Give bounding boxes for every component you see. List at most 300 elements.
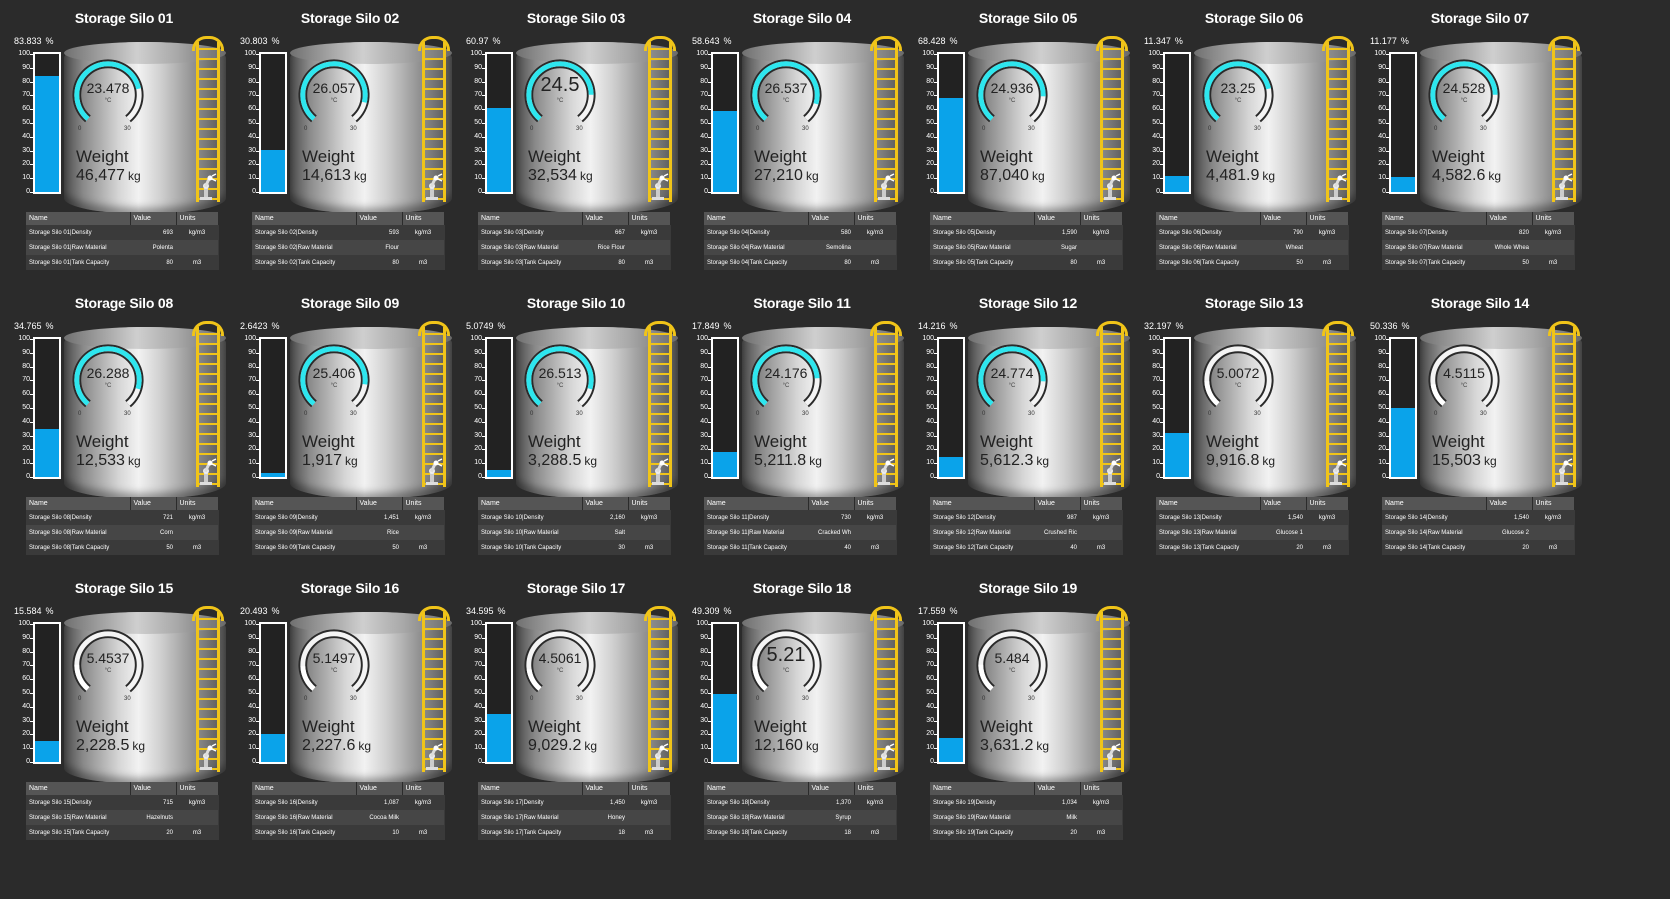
level-bar-fill [487, 470, 511, 477]
col-name-header[interactable]: Name [704, 782, 808, 795]
level-bar-fill [261, 150, 285, 193]
table-row[interactable] [704, 795, 896, 810]
gauge-max-label: 30 [350, 411, 357, 417]
col-value-header[interactable]: Value [808, 212, 854, 225]
gauge-max-label: 30 [576, 126, 583, 132]
weight-unit: kg [127, 454, 141, 468]
level-bar-fill [261, 734, 285, 762]
scale-tick-label: 100 [922, 50, 934, 57]
col-units-header[interactable]: Units [854, 782, 896, 795]
col-units-header[interactable]: Units [1532, 212, 1574, 225]
col-value-header[interactable]: Value [808, 497, 854, 510]
table-row[interactable] [252, 225, 444, 240]
col-value-header[interactable]: Value [356, 497, 402, 510]
silo-title: Storage Silo 18 [752, 580, 852, 596]
temperature-value: 24.528 [1442, 80, 1486, 96]
scale-tick-label: 70 [474, 661, 482, 669]
col-value-header[interactable]: Value [130, 212, 176, 225]
col-units-header[interactable]: Units [402, 782, 444, 795]
weight-unit: kg [358, 739, 372, 753]
gauge-min-label: 0 [78, 411, 82, 417]
cell-value: 50 [1522, 259, 1529, 266]
level-percent [918, 321, 958, 331]
robot-arm-icon[interactable] [646, 458, 670, 486]
level-percent-value: 50.336 [1370, 321, 1398, 331]
robot-arm-icon[interactable] [1550, 173, 1574, 201]
cell-units: m3 [192, 259, 202, 266]
level-percent [466, 36, 501, 46]
col-value-header[interactable]: Value [582, 497, 628, 510]
col-name-header[interactable]: Name [1156, 497, 1260, 510]
table-header-row [26, 212, 218, 225]
col-units-header[interactable]: Units [402, 497, 444, 510]
scale-tick-label: 40 [22, 417, 30, 425]
robot-arm-icon[interactable] [1098, 173, 1122, 201]
col-name-header[interactable]: Name [26, 212, 130, 225]
weight-unit: kg [579, 169, 593, 183]
silo-properties-table [252, 497, 445, 555]
scale-tick-label: 30 [700, 716, 708, 724]
table-row[interactable] [1382, 240, 1574, 255]
col-name-header[interactable]: Name [1156, 212, 1260, 225]
gauge-max-label: 30 [1028, 126, 1035, 132]
robot-arm-icon[interactable] [1098, 743, 1122, 771]
scale-tick-label: 90 [22, 348, 30, 356]
scale-tick-label: 70 [1378, 91, 1386, 99]
robot-arm-icon[interactable] [646, 173, 670, 201]
cell-name: Storage Silo 16|Raw Material [252, 810, 356, 825]
cell-name: Storage Silo 08|Density [29, 514, 92, 521]
level-bar-fill [1391, 408, 1415, 477]
table-row[interactable] [1156, 510, 1348, 525]
scale-tick-label: 10 [926, 174, 934, 182]
scale-tick-label: 40 [474, 702, 482, 710]
col-units-header[interactable]: Units [1306, 497, 1348, 510]
silo-panel [910, 10, 1146, 310]
level-percent-value: 20.493 [240, 606, 268, 616]
table-row[interactable] [478, 825, 670, 840]
table-row[interactable] [930, 225, 1122, 240]
temperature-value: 23.478 [86, 80, 130, 96]
level-bar [711, 52, 739, 194]
temperature-value: 26.537 [764, 80, 808, 96]
weight-value [754, 737, 819, 755]
table-row[interactable] [26, 540, 218, 555]
robot-arm-icon[interactable] [872, 458, 896, 486]
cell-name: Storage Silo 01|Raw Material [26, 240, 130, 255]
level-percent-value: 68.428 [918, 36, 946, 46]
table-row[interactable] [930, 795, 1122, 810]
level-percent [692, 36, 732, 46]
percent-unit: % [1400, 36, 1409, 46]
level-bar [1163, 337, 1191, 479]
temperature-value: 23.25 [1220, 80, 1256, 96]
table-row[interactable] [704, 540, 896, 555]
table-row[interactable] [930, 825, 1122, 840]
scale-tick-label: 90 [248, 633, 256, 641]
cell-units [628, 525, 670, 540]
robot-arm-icon[interactable] [420, 743, 444, 771]
cell-units: m3 [192, 829, 202, 836]
cell-value: Corn [130, 525, 176, 540]
col-value-header[interactable]: Value [582, 782, 628, 795]
table-row[interactable] [478, 795, 670, 810]
robot-arm-icon[interactable] [194, 173, 218, 201]
table-row[interactable] [704, 810, 896, 825]
level-bar [1389, 52, 1417, 194]
table-row[interactable] [26, 510, 218, 525]
cell-units [1532, 240, 1574, 255]
table-row[interactable] [704, 225, 896, 240]
table-row[interactable] [252, 810, 444, 825]
scale-tick-label: 10 [22, 744, 30, 752]
scale-tick-label: 80 [926, 362, 934, 370]
table-row[interactable] [704, 525, 896, 540]
scale-tick-label: 50 [22, 689, 30, 696]
col-value-header[interactable]: Value [130, 497, 176, 510]
col-name-header[interactable]: Name [1382, 497, 1486, 510]
col-units-header[interactable]: Units [176, 212, 218, 225]
cell-name: Storage Silo 13|Tank Capacity [1159, 544, 1240, 551]
scale-tick-label: 60 [700, 105, 708, 113]
level-bar-fill [1165, 176, 1189, 192]
cell-value: Hazelnuts [130, 810, 176, 825]
col-name-header[interactable]: Name [704, 212, 808, 225]
robot-arm-icon[interactable] [420, 173, 444, 201]
table-row[interactable] [252, 825, 444, 840]
col-value-header[interactable]: Value [1260, 212, 1306, 225]
scale-tick-label: 20 [700, 730, 708, 738]
cell-name: Storage Silo 13|Density [1159, 514, 1222, 521]
scale-tick-label: 90 [474, 348, 482, 356]
robot-arm-icon[interactable] [872, 173, 896, 201]
cell-units: kg/m3 [866, 799, 884, 806]
table-row[interactable] [26, 825, 218, 840]
scale-tick-label: 0 [930, 758, 934, 765]
table-header-row [252, 497, 444, 510]
cell-units: m3 [1322, 259, 1332, 266]
cell-value: 730 [840, 514, 851, 521]
table-row[interactable] [1156, 240, 1348, 255]
col-name-header[interactable]: Name [478, 497, 582, 510]
cell-value: 40 [844, 544, 851, 551]
level-percent [14, 36, 54, 46]
gauge-min-label: 0 [756, 126, 760, 132]
gauge-max-label: 30 [124, 411, 131, 417]
col-name-header[interactable]: Name [930, 212, 1034, 225]
col-units-header[interactable]: Units [854, 212, 896, 225]
table-row[interactable] [930, 510, 1122, 525]
cell-units [1306, 240, 1348, 255]
silo-panel [458, 295, 694, 595]
scale-tick-label: 60 [474, 675, 482, 683]
weight-unit: kg [1488, 169, 1502, 183]
cell-units: kg/m3 [1544, 229, 1562, 236]
gauge-max-label: 30 [124, 126, 131, 132]
cell-units: kg/m3 [188, 229, 206, 236]
col-name-header[interactable]: Name [252, 212, 356, 225]
weight-value [754, 452, 822, 470]
weight-label: Weight [754, 717, 807, 736]
col-name-header[interactable]: Name [252, 497, 356, 510]
cell-name: Storage Silo 04|Density [707, 229, 770, 236]
scale-tick-label: 10 [248, 174, 256, 182]
cell-value: 18 [618, 829, 625, 836]
gauge-min-label: 0 [78, 126, 82, 132]
silo-title: Storage Silo 03 [526, 10, 626, 26]
scale-tick-label: 90 [248, 63, 256, 71]
cell-name: Storage Silo 02|Density [255, 229, 318, 236]
level-percent [1144, 321, 1184, 331]
robot-arm-icon[interactable] [1550, 458, 1574, 486]
silo-properties-table [930, 212, 1123, 270]
table-row[interactable] [704, 240, 896, 255]
scale-tick-label: 50 [1152, 404, 1160, 411]
level-bar-fill [939, 738, 963, 762]
scale-tick-label: 100 [244, 620, 256, 627]
weight-value [302, 452, 358, 470]
table-row[interactable] [704, 825, 896, 840]
temperature-unit: °C [330, 668, 338, 674]
table-row[interactable] [252, 540, 444, 555]
temperature-unit: °C [104, 383, 112, 389]
col-units-header[interactable]: Units [1080, 497, 1122, 510]
cell-name: Storage Silo 09|Raw Material [252, 525, 356, 540]
cell-name: Storage Silo 07|Raw Material [1382, 240, 1486, 255]
scale-tick-label: 0 [704, 188, 708, 195]
weight-label: Weight [76, 147, 129, 166]
col-units-header[interactable]: Units [1080, 212, 1122, 225]
col-value-header[interactable]: Value [1034, 497, 1080, 510]
scale-tick-label: 10 [22, 459, 30, 467]
table-row[interactable] [252, 795, 444, 810]
scale-tick-label: 70 [474, 91, 482, 99]
robot-arm-icon[interactable] [1324, 173, 1348, 201]
col-value-header[interactable]: Value [1034, 782, 1080, 795]
col-value-header[interactable]: Value [1260, 497, 1306, 510]
col-name-header[interactable]: Name [26, 782, 130, 795]
scale-tick-label: 60 [700, 675, 708, 683]
col-units-header[interactable]: Units [176, 782, 218, 795]
gauge-min-label: 0 [530, 696, 534, 702]
table-row[interactable] [704, 255, 896, 270]
scale-tick-label: 60 [22, 105, 30, 113]
scale-tick-label: 90 [1378, 348, 1386, 356]
col-value-header[interactable]: Value [582, 212, 628, 225]
table-row[interactable] [478, 255, 670, 270]
scale-tick-label: 30 [248, 716, 256, 724]
level-percent [466, 606, 506, 616]
table-row[interactable] [930, 540, 1122, 555]
silo-panel [458, 580, 694, 880]
silo-properties-table [1156, 212, 1349, 270]
scale-tick-label: 80 [474, 362, 482, 370]
col-units-header[interactable]: Units [628, 212, 670, 225]
level-scale [684, 620, 708, 765]
scale-tick-label: 60 [474, 390, 482, 398]
scale-tick-label: 40 [474, 417, 482, 425]
scale-tick-label: 30 [926, 716, 934, 724]
gauge-max-label: 30 [1254, 126, 1261, 132]
col-units-header[interactable]: Units [628, 782, 670, 795]
table-row[interactable] [478, 810, 670, 825]
table-row[interactable] [1156, 255, 1348, 270]
col-units-header[interactable]: Units [854, 497, 896, 510]
col-name-header[interactable]: Name [930, 497, 1034, 510]
table-row[interactable] [1382, 540, 1574, 555]
robot-arm-icon[interactable] [194, 743, 218, 771]
scale-tick-label: 90 [700, 63, 708, 71]
silo-panel [910, 580, 1146, 880]
silo-panel [684, 10, 920, 310]
col-name-header[interactable]: Name [704, 497, 808, 510]
cell-units: kg/m3 [1318, 514, 1336, 521]
scale-tick-label: 40 [474, 132, 482, 140]
col-units-header[interactable]: Units [1080, 782, 1122, 795]
table-row[interactable] [26, 225, 218, 240]
table-row[interactable] [1156, 225, 1348, 240]
table-row[interactable] [930, 810, 1122, 825]
cell-units: m3 [870, 259, 880, 266]
table-row[interactable] [1382, 510, 1574, 525]
scale-tick-label: 80 [22, 647, 30, 655]
col-value-header[interactable]: Value [356, 212, 402, 225]
table-row[interactable] [930, 255, 1122, 270]
scale-tick-label: 80 [248, 77, 256, 85]
percent-unit: % [723, 36, 732, 46]
silo-panel [232, 580, 468, 880]
table-row[interactable] [478, 510, 670, 525]
scale-tick-label: 40 [1378, 132, 1386, 140]
gauge-max-label: 30 [802, 696, 809, 702]
level-scale [458, 620, 482, 765]
col-name-header[interactable]: Name [930, 782, 1034, 795]
scale-tick-label: 70 [700, 91, 708, 99]
robot-arm-icon[interactable] [646, 743, 670, 771]
cell-value: 2,160 [609, 514, 625, 521]
table-row[interactable] [1382, 255, 1574, 270]
table-row[interactable] [26, 795, 218, 810]
level-scale [910, 335, 934, 480]
col-name-header[interactable]: Name [478, 782, 582, 795]
cell-units: m3 [418, 259, 428, 266]
cell-value: Wheat [1260, 240, 1306, 255]
cell-name: Storage Silo 19|Density [933, 799, 996, 806]
table-row[interactable] [1156, 525, 1348, 540]
table-row[interactable] [478, 540, 670, 555]
table-row[interactable] [704, 510, 896, 525]
table-row[interactable] [26, 810, 218, 825]
col-value-header[interactable]: Value [1486, 497, 1532, 510]
cell-value: 20 [166, 829, 173, 836]
scale-tick-label: 70 [1152, 91, 1160, 99]
table-row[interactable] [26, 240, 218, 255]
cell-name: Storage Silo 10|Tank Capacity [481, 544, 562, 551]
cell-name: Storage Silo 11|Density [707, 514, 770, 521]
weight-number: 46,477 [76, 167, 125, 184]
silo-title: Storage Silo 12 [978, 295, 1078, 311]
table-row[interactable] [478, 525, 670, 540]
weight-number: 12,160 [754, 737, 803, 754]
level-percent-value: 15.584 [14, 606, 42, 616]
col-value-header[interactable]: Value [1034, 212, 1080, 225]
table-row[interactable] [1382, 225, 1574, 240]
table-row[interactable] [26, 255, 218, 270]
weight-value [76, 167, 141, 185]
cell-value: Sugar [1034, 240, 1080, 255]
robot-arm-icon[interactable] [420, 458, 444, 486]
table-row[interactable] [252, 255, 444, 270]
cell-value: 1,590 [1061, 229, 1077, 236]
table-row[interactable] [26, 525, 218, 540]
robot-arm-icon[interactable] [194, 458, 218, 486]
col-name-header[interactable]: Name [26, 497, 130, 510]
col-units-header[interactable]: Units [402, 212, 444, 225]
robot-arm-icon[interactable] [1324, 458, 1348, 486]
weight-label: Weight [302, 717, 355, 736]
scale-tick-label: 50 [248, 689, 256, 696]
col-units-header[interactable]: Units [1306, 212, 1348, 225]
col-name-header[interactable]: Name [478, 212, 582, 225]
cell-name: Storage Silo 03|Raw Material [478, 240, 582, 255]
table-row[interactable] [478, 225, 670, 240]
scale-tick-label: 70 [248, 661, 256, 669]
table-row[interactable] [252, 525, 444, 540]
cell-name: Storage Silo 07|Tank Capacity [1385, 259, 1466, 266]
col-name-header[interactable]: Name [252, 782, 356, 795]
gauge-max-label: 30 [802, 126, 809, 132]
col-value-header[interactable]: Value [808, 782, 854, 795]
table-row[interactable] [930, 525, 1122, 540]
table-row[interactable] [478, 240, 670, 255]
col-value-header[interactable]: Value [130, 782, 176, 795]
level-percent-value: 58.643 [692, 36, 720, 46]
temperature-value: 5.484 [994, 650, 1030, 666]
col-name-header[interactable]: Name [1382, 212, 1486, 225]
col-value-header[interactable]: Value [356, 782, 402, 795]
silo-panel [6, 10, 242, 310]
col-units-header[interactable]: Units [176, 497, 218, 510]
weight-label: Weight [754, 147, 807, 166]
level-bar [937, 52, 965, 194]
level-percent [918, 36, 958, 46]
col-units-header[interactable]: Units [1532, 497, 1574, 510]
robot-arm-icon[interactable] [1098, 458, 1122, 486]
scale-tick-label: 0 [704, 758, 708, 765]
temperature-unit: °C [1008, 383, 1016, 389]
table-row[interactable] [1156, 540, 1348, 555]
level-percent-value: 60.97 [466, 36, 489, 46]
silo-panel [1136, 295, 1372, 595]
table-row[interactable] [252, 510, 444, 525]
table-row[interactable] [252, 240, 444, 255]
cell-value: 693 [162, 229, 173, 236]
scale-tick-label: 100 [696, 335, 708, 342]
weight-number: 14,613 [302, 167, 351, 184]
robot-arm-icon[interactable] [872, 743, 896, 771]
col-value-header[interactable]: Value [1486, 212, 1532, 225]
table-row[interactable] [1382, 525, 1574, 540]
scale-tick-label: 40 [700, 417, 708, 425]
cell-name: Storage Silo 05|Density [933, 229, 996, 236]
table-row[interactable] [930, 240, 1122, 255]
gauge-max-label: 30 [1028, 696, 1035, 702]
level-scale [910, 620, 934, 765]
cell-value: Cocoa Milk [356, 810, 402, 825]
col-units-header[interactable]: Units [628, 497, 670, 510]
silo-properties-table [930, 782, 1123, 840]
cell-name: Storage Silo 18|Tank Capacity [707, 829, 788, 836]
